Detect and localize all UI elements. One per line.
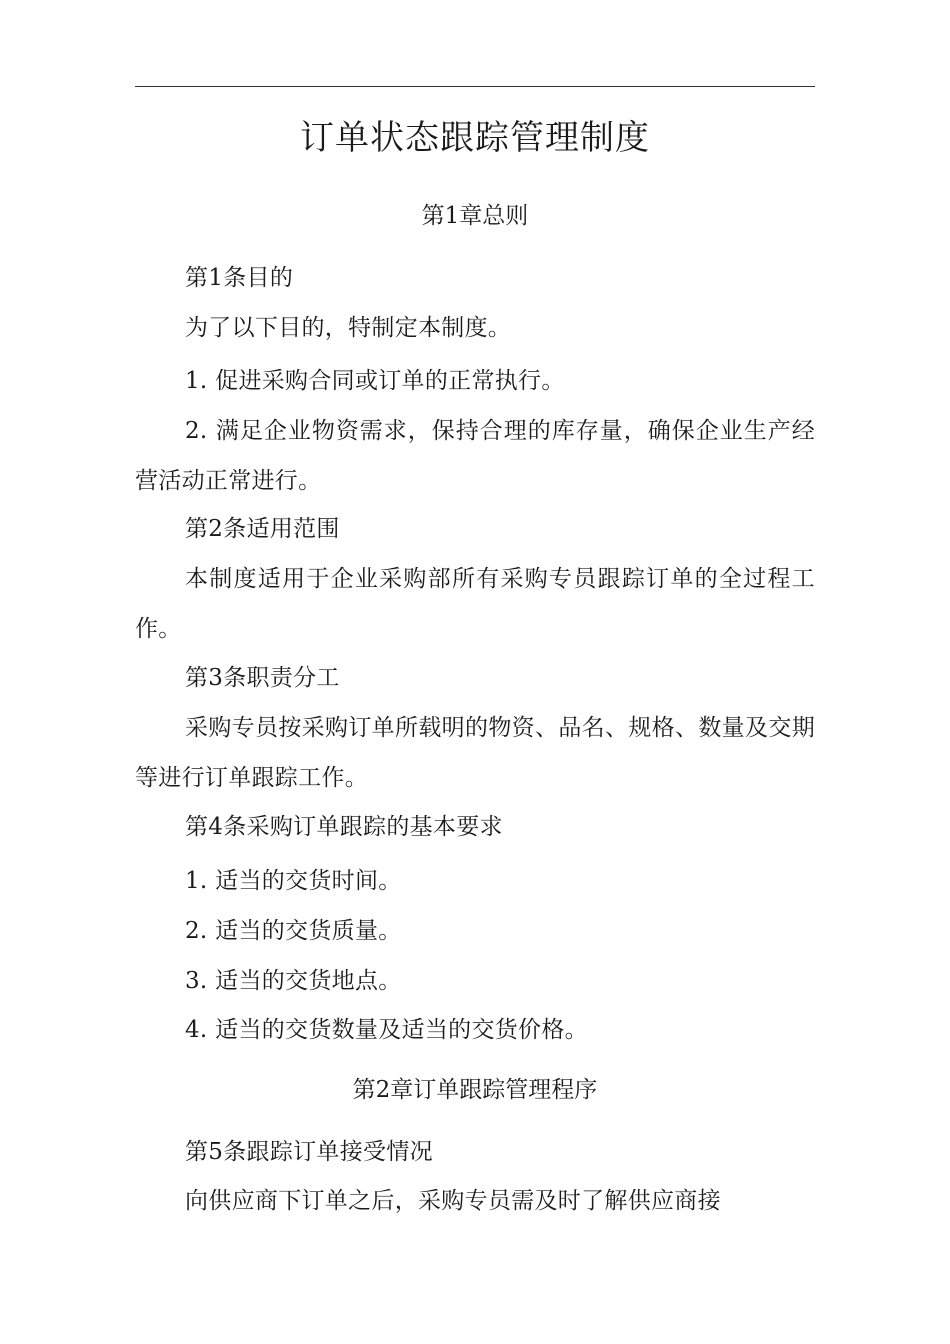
article-5-heading: 第5条跟踪订单接受情况 — [185, 1139, 433, 1165]
article-1-heading: 第1条目的 — [185, 265, 294, 291]
article-1-item-1: 1. 促进采购合同或订单的正常执行。 — [185, 368, 565, 394]
article-4-item-1: 1. 适当的交货时间。 — [185, 868, 402, 894]
article-4-item-2: 2. 适当的交货质量。 — [185, 918, 402, 944]
article-1-item-2: 2. 满足企业物资需求，保持合理的库存量，确保企业生产经营活动正常进行。 — [135, 418, 815, 494]
article-3-heading: 第3条职责分工 — [185, 665, 340, 691]
chapter-1-heading: 第1章总则 — [421, 203, 529, 229]
article-3-body: 采购专员按采购订单所载明的物资、品名、规格、数量及交期等进行订单跟踪工作。 — [135, 715, 815, 791]
article-1-intro: 为了以下目的，特制定本制度。 — [185, 315, 512, 341]
article-5-body: 向供应商下订单之后，采购专员需及时了解供应商接 — [185, 1188, 721, 1214]
document-title: 订单状态跟踪管理制度 — [300, 118, 650, 158]
article-4-item-4: 4. 适当的交货数量及适当的交货价格。 — [185, 1017, 588, 1043]
chapter-2-heading: 第2章订单跟踪管理程序 — [352, 1077, 598, 1103]
article-4-item-3: 3. 适当的交货地点。 — [185, 968, 402, 994]
article-2-body: 本制度适用于企业采购部所有采购专员跟踪订单的全过程工作。 — [135, 566, 815, 642]
header-rule — [135, 86, 815, 87]
article-4-heading: 第4条采购订单跟踪的基本要求 — [185, 814, 503, 840]
article-2-heading: 第2条适用范围 — [185, 516, 340, 542]
